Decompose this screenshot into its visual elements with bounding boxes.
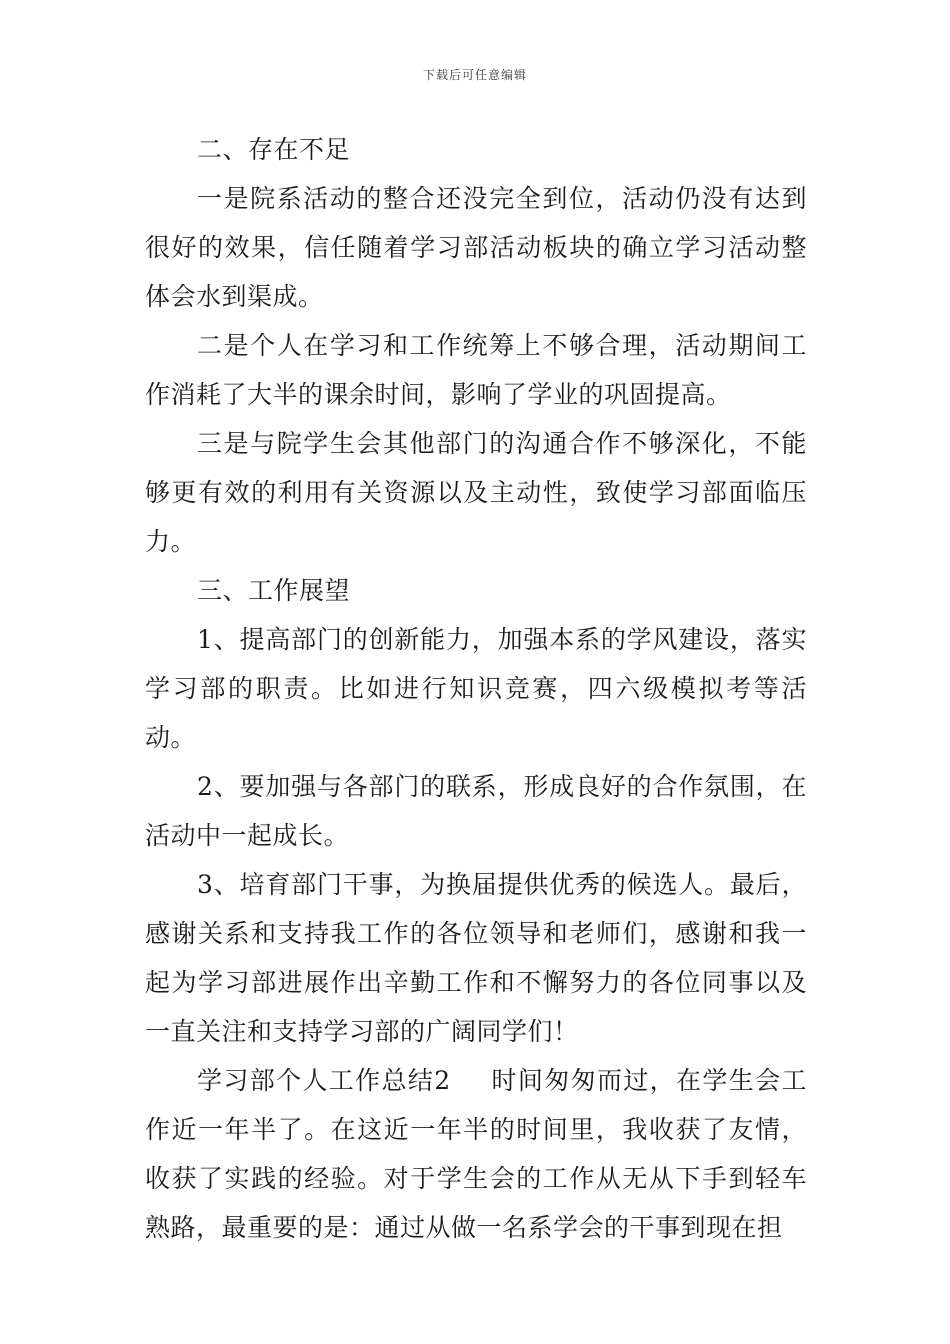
page-header-note: 下载后可任意编辑 <box>422 68 527 82</box>
summary-2-title: 学习部个人工作总结2 <box>197 1066 451 1095</box>
section-heading-outlook: 三、工作展望 <box>197 576 351 605</box>
paragraph-shortcoming-3: 三是与院学生会其他部门的沟通合作不够深化，不能够更有效的利用有关资源以及主动性，致使学习部面临压力。 <box>145 429 807 556</box>
summary-2-body: 时间匆匆而过，在学生会工作近一年半了。在这近一年半的时间里，我收获了友情，收获了实践的经验。对于学生会的工作从无从下手到轻车熟路，最重要的是：通过从做一名系学会的干事到现在担 <box>145 1066 807 1242</box>
paragraph-outlook-3: 3、培育部门干事，为换届提供优秀的候选人。最后，感谢关系和支持我工作的各位领导和老师们，感谢和我一起为学习部进展作出辛勤工作和不懈努力的各位同事以及一直关注和支持学习部的广阔同学们！ <box>145 870 807 1046</box>
paragraph-shortcoming-2: 二是个人在学习和工作统筹上不够合理，活动期间工作消耗了大半的课余时间，影响了学业的巩固提高。 <box>145 331 807 409</box>
paragraph-shortcoming-1: 一是院系活动的整合还没完全到位，活动仍没有达到很好的效果，信任随着学习部活动板块的确立学习活动整体会水到渠成。 <box>145 184 807 311</box>
section-heading-shortcomings: 二、存在不足 <box>197 135 351 164</box>
document-body <box>145 125 807 1252</box>
paragraph-summary-2 <box>145 1056 807 1252</box>
paragraph-outlook-2: 2、要加强与各部门的联系，形成良好的合作氛围，在活动中一起成长。 <box>145 772 807 850</box>
paragraph-outlook-1: 1、提高部门的创新能力，加强本系的学风建设，落实学习部的职责。比如进行知识竞赛，四六级模拟考等活动。 <box>145 625 807 752</box>
